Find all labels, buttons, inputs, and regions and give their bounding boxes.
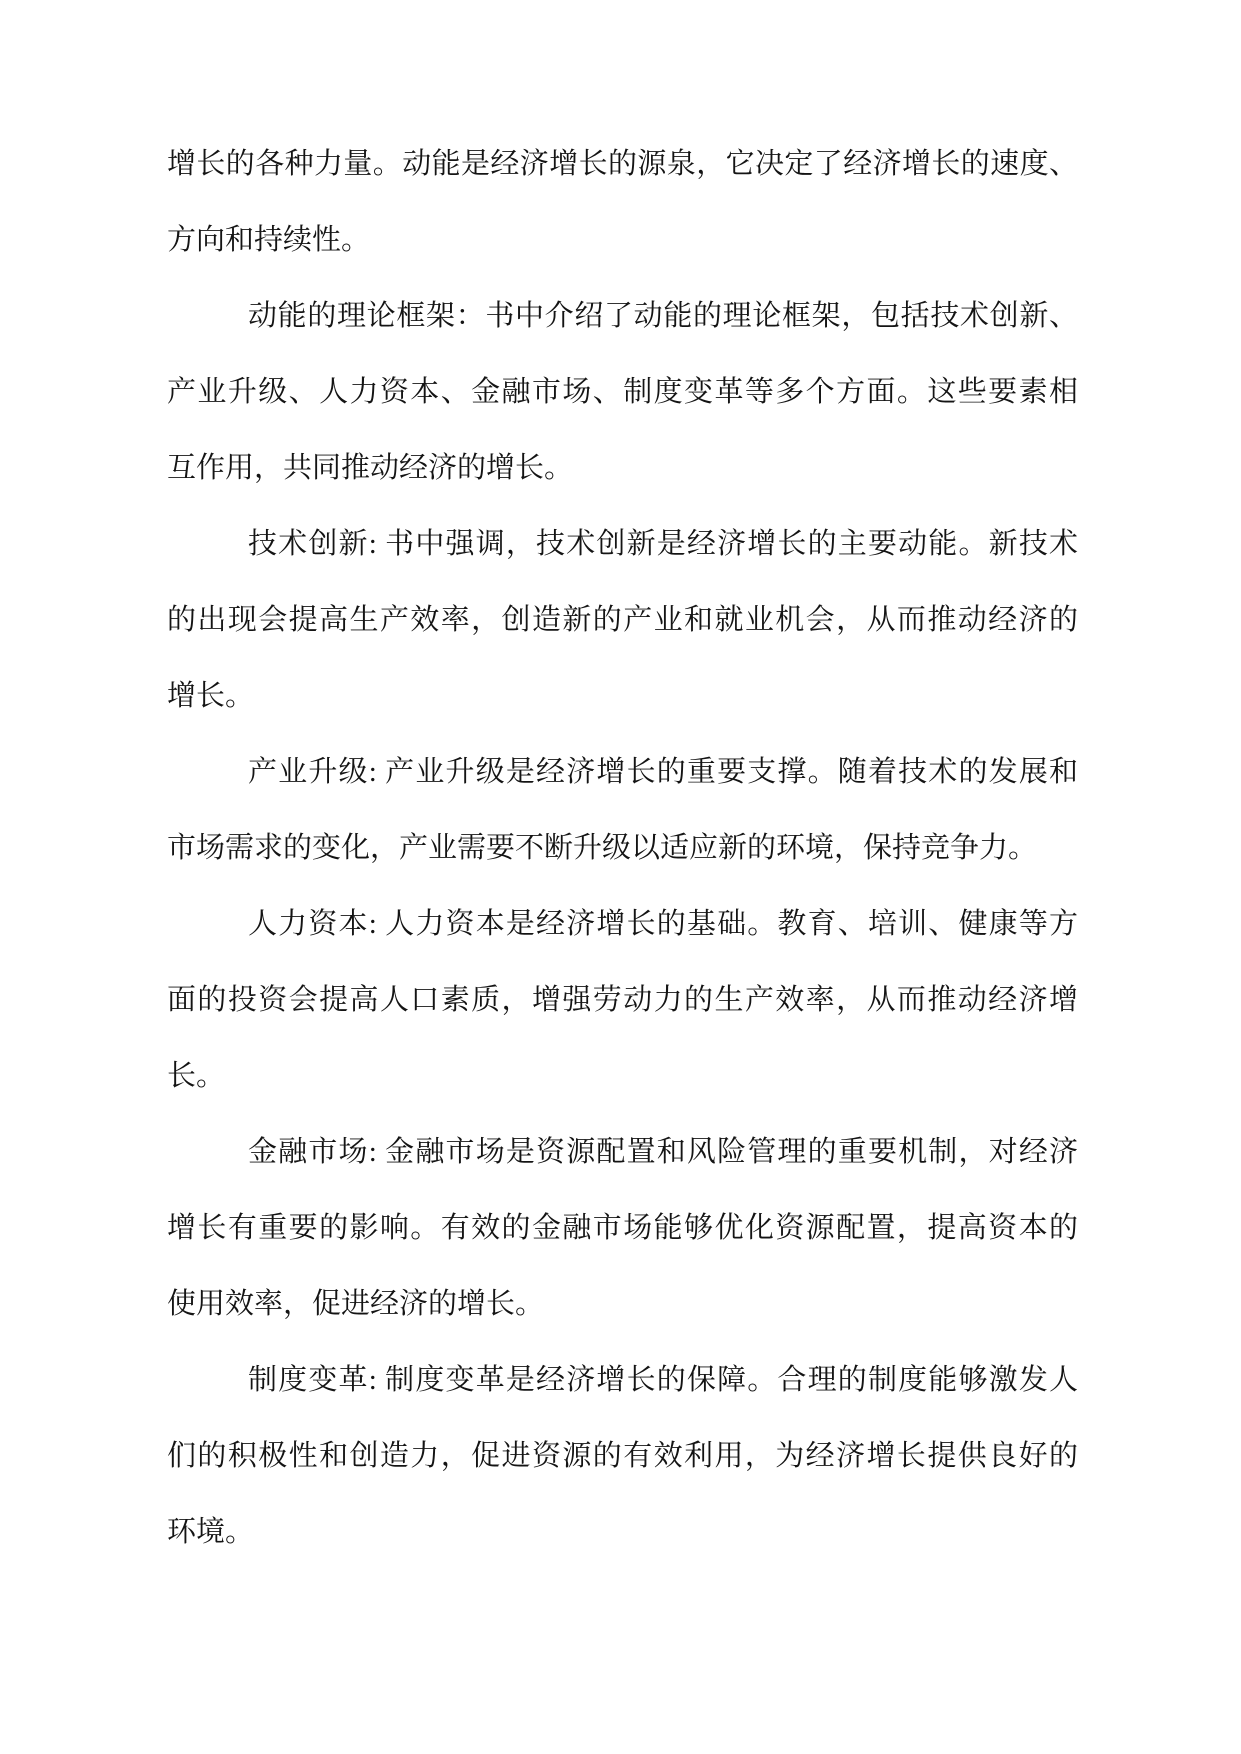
text-line: 制度变革: 制度变革是经济增长的保障。合理的制度能够激发人 (248, 1364, 1078, 1396)
text-line: 增长有重要的影响。有效的金融市场能够优化资源配置，提高资本的 (167, 1212, 1078, 1244)
text-line: 环境。 (167, 1516, 255, 1548)
text-line: 产业升级、人力资本、金融市场、制度变革等多个方面。这些要素相 (167, 376, 1078, 408)
text-line: 金融市场: 金融市场是资源配置和风险管理的重要机制，对经济 (248, 1136, 1078, 1168)
text-line: 长。 (167, 1060, 226, 1092)
text-line: 市场需求的变化，产业需要不断升级以适应新的环境，保持竞争力。 (167, 832, 1038, 864)
text-line: 面的投资会提高人口素质，增强劳动力的生产效率，从而推动经济增 (167, 984, 1078, 1016)
text-line: 人力资本: 人力资本是经济增长的基础。教育、培训、健康等方 (248, 908, 1078, 940)
text-line: 产业升级: 产业升级是经济增长的重要支撑。随着技术的发展和 (248, 756, 1078, 788)
text-block (167, 126, 1078, 1570)
text-line: 增长。 (167, 680, 255, 712)
text-line: 的出现会提高生产效率，创造新的产业和就业机会，从而推动经济的 (167, 604, 1078, 636)
text-line: 增长的各种力量。动能是经济增长的源泉，它决定了经济增长的速度、 (167, 148, 1078, 180)
text-line: 使用效率，促进经济的增长。 (167, 1288, 545, 1320)
text-line: 们的积极性和创造力，促进资源的有效利用，为经济增长提供良好的 (167, 1440, 1078, 1472)
text-line: 技术创新: 书中强调，技术创新是经济增长的主要动能。新技术 (248, 528, 1078, 560)
text-line: 方向和持续性。 (167, 224, 371, 256)
text-line: 互作用，共同推动经济的增长。 (167, 452, 574, 484)
text-line: 动能的理论框架：书中介绍了动能的理论框架，包括技术创新、 (248, 300, 1078, 332)
